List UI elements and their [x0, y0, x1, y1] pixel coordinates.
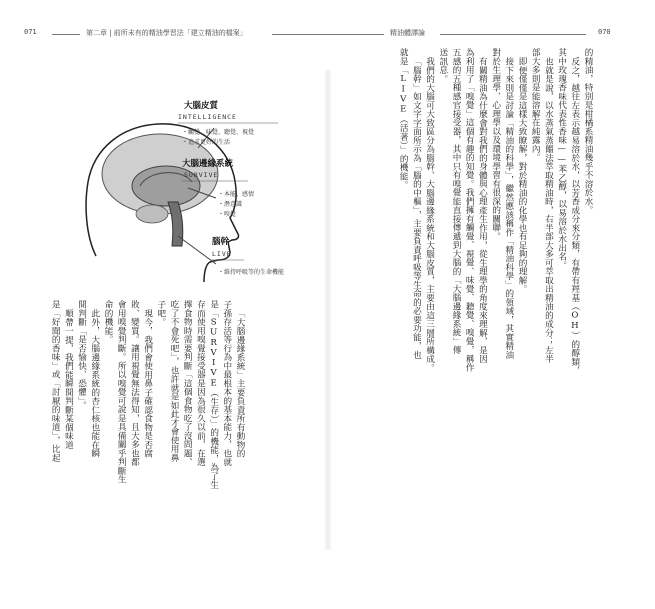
- right-col-8: 對於生理學、心理學以及環境學習有很深的關聯。: [490, 48, 501, 241]
- cortex-subtitle: INTELLIGENCE: [178, 113, 237, 121]
- limbic-item-1: ・本能、感情: [218, 191, 255, 198]
- left-col-14: 順帶一提，我們能瞬間判斷某個味道: [63, 308, 74, 449]
- brainstem-title: 腦幹: [212, 237, 230, 247]
- left-col-7: 子吧。: [155, 300, 166, 327]
- left-col-4: 存而使用嗅覺接受器是因為很久以前，在選: [195, 300, 206, 467]
- right-col-12: 送訊息。: [437, 48, 448, 83]
- right-col-14: 「腦幹」如文字字面所示為「腦的中樞」，主要負責呼吸等生命的必要功能，也: [411, 56, 422, 359]
- right-col-4: 也就是說，以水蒸氣蒸餾法萃取精油時，右半部大多可萃取出精油的成分；左半: [543, 56, 554, 363]
- left-page-number: 071: [24, 28, 37, 36]
- right-col-2: 反之，越往左表示越易溶於水，以芳香成分來分類，有帶有羥基（OH）的醇類，: [569, 56, 580, 375]
- brainstem-subtitle: LIVE: [212, 250, 232, 258]
- left-col-15: 是「好聞的香味」或「討厭的味道」，比起: [50, 300, 61, 462]
- right-col-7: 接下來則是討論「精油的科學」，繼然應該稱作「精油科學」的領域，其實精油: [503, 56, 514, 359]
- right-header-rule: [440, 34, 586, 35]
- cortex-item-2: ・追求更好的生活: [182, 139, 231, 146]
- header-rule-long: [272, 34, 384, 35]
- right-col-10: 為利用了「嗅覺」這個有趣的知覺。我們擁有觸覺、視覺、味覺、聽覺、嗅覺，稱作: [464, 48, 475, 372]
- left-col-5: 擇食物時需要判斷「這個食物吃了沒問題、: [182, 300, 193, 467]
- right-col-3: 其中玫瑰香味代表性香味——苯乙醇，以易溶於水出名。: [556, 48, 567, 270]
- book-gutter: [324, 70, 332, 550]
- right-col-13: 我們的大腦可大致區分為腦幹、大腦邊緣系統和大腦皮質，主要由這三層所構成。: [424, 56, 435, 372]
- left-col-1: 「大腦邊緣系統」主要負責所有動物的: [235, 308, 246, 458]
- right-col-11: 五感的五種感官接受器，其中只有嗅覺能直接傳遞到大腦的「大腦邊緣系統」傳: [451, 48, 462, 355]
- right-col-1: 的精油，特別是柑橘系精油幾乎不溶於水。: [583, 48, 594, 215]
- cortex-title: 大腦皮質: [184, 101, 219, 111]
- left-col-9: 敗、變質。讓用視覺無法得知，且大多也都: [129, 300, 140, 467]
- limbic-item-2: ・潛意識: [218, 201, 243, 208]
- right-page-text: [396, 48, 594, 483]
- left-col-6: 吃了不會死吧」，也許就是如此才會使用鼻: [169, 300, 180, 462]
- left-col-10: 會用嗅覺判斷。所以嗅覺可說是具備關乎判斷生: [116, 300, 127, 484]
- left-col-2: 子孫存活等行為中最根本的基本能力，也就: [221, 300, 232, 467]
- right-page-header: 精油體譯論: [390, 29, 425, 37]
- left-col-3: 是「SURVIVE（生存）」的機能，為了生: [208, 300, 219, 490]
- brainstem-item-1: ・維持呼吸等的生命機能: [218, 269, 285, 276]
- left-page-text: [48, 300, 246, 502]
- right-col-6: 即便僅僅是這樣大致瞭解，對於精油的化學也有足夠的理解。: [517, 56, 528, 293]
- left-chapter-header: 第二章 | 前所未有的精油學習法「建立精油的檔案」: [86, 29, 247, 37]
- right-col-9: 有關精油為什麼會對我們的身體與心理產生作用，從生理學的角度來理解，是因: [477, 56, 488, 363]
- left-col-12: 此外，大腦邊緣系統的杏仁核也能在瞬: [89, 308, 100, 458]
- cortex-item-1: ・觸覺、味覺、聽覺、視覺: [182, 129, 255, 136]
- right-page-number: 070: [598, 28, 611, 36]
- limbic-subtitle: SURVIVE: [184, 171, 219, 179]
- limbic-item-3: ・嗅覺: [218, 211, 237, 218]
- brain-diagram: [78, 86, 288, 286]
- right-col-15: 就是「LIVE（活著）」的機能。: [398, 48, 409, 190]
- limbic-title: 大腦邊緣系統: [182, 159, 234, 169]
- left-col-13: 間判斷「是否愉快、恐懼」。: [76, 300, 87, 410]
- right-col-5: 部大多則是能溶解在純露內。: [530, 48, 541, 162]
- left-header-rule-short: [52, 34, 80, 35]
- cerebellum-shape: [136, 205, 168, 223]
- left-col-8: 現今，我們會使用鼻子確認食物是否腐: [142, 308, 153, 458]
- left-col-11: 命的機能。: [103, 300, 114, 344]
